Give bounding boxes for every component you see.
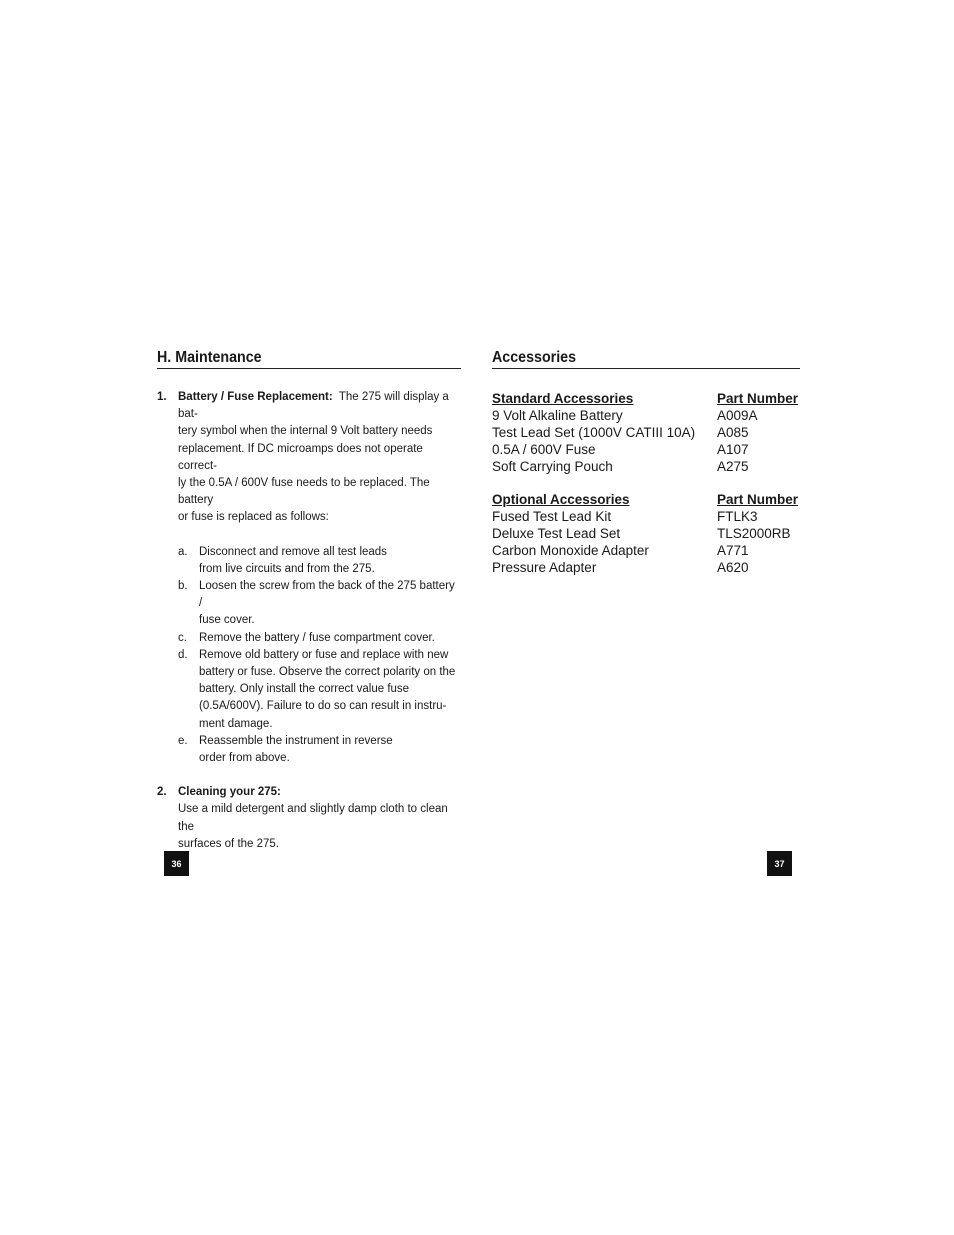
step-line: Remove the battery / fuse compartment cover. [199,631,435,644]
accessory-name: 0.5A / 600V Fuse [492,442,596,457]
step-d [157,647,461,733]
standard-accessories-table [492,390,800,475]
accessory-part: A275 [717,459,749,474]
step-line: fuse cover. [199,614,255,627]
step-line: from live circuits and from the 275. [199,562,375,575]
maintenance-section [157,348,461,853]
accessory-name: Fused Test Lead Kit [492,509,612,524]
accessory-part: FTLK3 [717,509,758,524]
item-line: surfaces of the 275. [178,837,280,850]
maintenance-item-battery-fuse [157,389,461,527]
step-line: battery. Only install the correct value fuse [199,683,410,696]
step-line: Remove old battery or fuse and replace with new [199,648,449,661]
accessory-part: A085 [717,425,749,440]
item-lead: Battery / Fuse Replacement: [178,391,333,403]
item-number: 2. [157,786,167,799]
optional-accessories-title: Optional Accessories [492,492,630,507]
step-a [157,544,461,578]
step-e [157,733,461,767]
item-line: replacement. If DC microamps does not operate correct- [178,442,423,472]
step-line: battery or fuse. Observe the correct polarity on the [199,666,456,679]
step-line: order from above. [199,752,290,765]
maintenance-heading-rule [157,348,461,369]
accessories-heading-rule [492,348,800,369]
accessory-row [492,559,800,576]
item-line: or fuse is replaced as follows: [178,511,329,524]
accessory-name: Test Lead Set (1000V CATIII 10A) [492,425,696,440]
accessory-row [492,525,800,542]
accessory-row [492,508,800,525]
step-line: Reassemble the instrument in reverse [199,734,393,747]
step-letter: e. [178,734,188,747]
page-number-left: 36 [164,851,189,876]
optional-accessories-table [492,491,800,576]
accessory-part: A771 [717,543,749,558]
accessory-part: A620 [717,560,749,575]
part-number-header: Part Number [717,391,799,406]
replacement-steps [157,544,461,768]
item-line: ly the 0.5A / 600V fuse needs to be replaced. The battery [178,477,430,507]
step-line: ment damage. [199,717,273,730]
maintenance-heading: H. Maintenance [157,349,262,366]
item-line: The 275 will display a bat- [178,391,449,421]
step-letter: b. [178,580,188,593]
item-line: tery symbol when the internal 9 Volt battery needs [178,425,433,438]
page-number-right: 37 [767,851,792,876]
step-line: (0.5A/600V). Failure to do so can result in instru- [199,700,447,713]
accessory-row [492,424,800,441]
accessory-part: A107 [717,442,749,457]
accessories-heading: Accessories [492,349,577,366]
step-line: Loosen the screw from the back of the 275 battery / [199,580,455,610]
accessory-part: TLS2000RB [717,526,791,541]
accessory-part: A009A [717,408,758,423]
item-number: 1. [157,391,167,403]
accessory-name: Pressure Adapter [492,560,597,575]
accessory-row [492,458,800,475]
item-lead: Cleaning your 275: [178,786,281,799]
step-b [157,578,461,630]
accessory-name: Deluxe Test Lead Set [492,526,621,541]
accessory-row [492,542,800,559]
accessory-row [492,441,800,458]
accessory-name: Soft Carrying Pouch [492,459,613,474]
step-letter: c. [178,631,187,644]
maintenance-item-cleaning [157,784,461,853]
accessory-name: 9 Volt Alkaline Battery [492,408,623,423]
accessories-section [492,348,800,576]
standard-accessories-header [492,390,800,407]
accessory-row [492,407,800,424]
step-c [157,630,461,647]
part-number-header: Part Number [717,492,799,507]
step-letter: a. [178,545,188,558]
optional-accessories-header [492,491,800,508]
step-letter: d. [178,648,188,661]
item-line: Use a mild detergent and slightly damp cloth to clean the [178,803,448,833]
accessory-name: Carbon Monoxide Adapter [492,543,649,558]
step-line: Disconnect and remove all test leads [199,545,387,558]
standard-accessories-title: Standard Accessories [492,391,634,406]
